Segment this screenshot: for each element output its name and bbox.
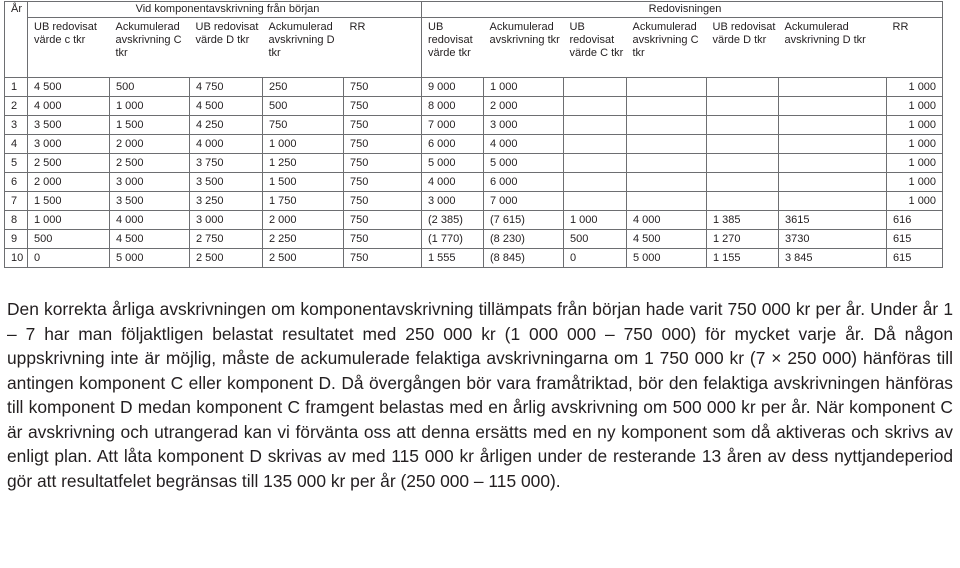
table-row [5,249,943,268]
table-cell [627,78,707,97]
table-cell: 4 750 [190,78,263,97]
column-header: UB redovisat värde D tkr [707,18,779,78]
table-cell: 3615 [779,211,887,230]
table-cell: (7 615) [484,211,564,230]
table-cell: 4 000 [484,135,564,154]
column-header: UB redovisat värde C tkr [564,18,627,78]
table-cell [627,192,707,211]
table-cell: 3 750 [190,154,263,173]
table-cell [707,135,779,154]
table-cell: 3 000 [190,211,263,230]
table-row [5,135,943,154]
table-cell: 1 500 [28,192,110,211]
table-cell: 3 000 [422,192,484,211]
year-cell: 6 [5,173,28,192]
table-cell: 1 750 [263,192,344,211]
group-header-row [5,2,943,18]
table-cell: 1 385 [707,211,779,230]
table-row [5,78,943,97]
year-cell: 1 [5,78,28,97]
table-cell: 500 [564,230,627,249]
column-header: UB redovisat värde D tkr [190,18,263,78]
table-cell [707,78,779,97]
year-cell: 2 [5,97,28,116]
table-cell [707,173,779,192]
restated-accounting-header: Redovisningen [422,2,943,18]
table-cell: 500 [263,97,344,116]
table-cell: 4 000 [627,211,707,230]
table-cell [707,154,779,173]
table-cell: 1 270 [707,230,779,249]
table-cell: 250 [263,78,344,97]
table-row [5,97,943,116]
table-cell: 1 000 [28,211,110,230]
year-cell: 9 [5,230,28,249]
column-header: Ackumulerad avskrivning C tkr [110,18,190,78]
table-cell: 6 000 [422,135,484,154]
table-cell: 750 [344,192,422,211]
table-cell: 2 750 [190,230,263,249]
table-cell: 750 [263,116,344,135]
year-header: År [5,2,28,78]
table-cell: 750 [344,230,422,249]
table-cell: 3 000 [484,116,564,135]
table-cell [627,116,707,135]
table-cell: 5 000 [422,154,484,173]
table-cell [627,97,707,116]
table-cell [564,192,627,211]
table-cell: 2 000 [28,173,110,192]
table-cell: 750 [344,249,422,268]
year-cell: 5 [5,154,28,173]
table-cell [564,154,627,173]
sub-header-row [5,18,943,78]
column-header: Ackumulerad avskrivning C tkr [627,18,707,78]
table-cell: 1 500 [263,173,344,192]
column-header: Ackumulerad avskrivning tkr [484,18,564,78]
table-cell [627,135,707,154]
table-cell [564,97,627,116]
table-cell: 750 [344,78,422,97]
table-body [5,78,943,268]
table-cell: 2 000 [110,135,190,154]
table-cell: 616 [887,211,943,230]
table-cell: 3 000 [110,173,190,192]
table-cell: 1 155 [707,249,779,268]
table-cell: 1 000 [887,154,943,173]
table-cell [627,173,707,192]
table-cell: 1 250 [263,154,344,173]
table-row [5,230,943,249]
table-row [5,154,943,173]
table-cell: 4 500 [627,230,707,249]
table-cell: 1 500 [110,116,190,135]
table-cell: 2 000 [484,97,564,116]
table-cell [779,173,887,192]
table-cell: 750 [344,154,422,173]
table-row [5,173,943,192]
table-cell [779,78,887,97]
table-cell: 0 [28,249,110,268]
column-header: UB redovisat värde c tkr [28,18,110,78]
column-header: UB redovisat värde tkr [422,18,484,78]
table-cell [707,116,779,135]
table-cell: 1 000 [887,116,943,135]
table-cell [779,192,887,211]
table-cell: 4 500 [190,97,263,116]
table-cell: 2 500 [110,154,190,173]
table-cell: 615 [887,230,943,249]
table-cell: 2 000 [263,211,344,230]
table-cell: 500 [28,230,110,249]
table-cell: 750 [344,116,422,135]
table-cell: 3 500 [110,192,190,211]
table-cell [779,116,887,135]
table-cell: 1 000 [887,97,943,116]
table-cell: 4 250 [190,116,263,135]
depreciation-table [4,1,943,268]
column-header: RR [344,18,422,78]
table-cell [627,154,707,173]
table-cell: (8 845) [484,249,564,268]
table-cell [779,135,887,154]
table-cell: 4 000 [110,211,190,230]
table-cell [564,135,627,154]
table-row [5,211,943,230]
table-cell: (8 230) [484,230,564,249]
table-cell [707,97,779,116]
column-header: RR [887,18,943,78]
table-cell: 4 500 [28,78,110,97]
year-cell: 4 [5,135,28,154]
table-cell: 7 000 [484,192,564,211]
table-cell: 750 [344,211,422,230]
table-cell: 750 [344,97,422,116]
table-cell: 3730 [779,230,887,249]
table-cell [779,154,887,173]
table-cell: 500 [110,78,190,97]
table-cell: 1 000 [887,173,943,192]
depreciation-table-container [4,1,942,268]
table-cell: 750 [344,135,422,154]
table-cell: 7 000 [422,116,484,135]
table-cell: 5 000 [627,249,707,268]
table-cell: 3 500 [190,173,263,192]
table-row [5,192,943,211]
table-cell: 1 000 [263,135,344,154]
table-cell: 1 000 [484,78,564,97]
table-cell: 5 000 [484,154,564,173]
table-cell: 5 000 [110,249,190,268]
table-cell: 0 [564,249,627,268]
table-cell [564,173,627,192]
table-cell [564,78,627,97]
table-cell: 4 500 [110,230,190,249]
table-row [5,116,943,135]
table-cell: 1 000 [887,78,943,97]
table-cell: 3 845 [779,249,887,268]
table-cell: 2 250 [263,230,344,249]
table-cell: 8 000 [422,97,484,116]
column-header: Ackumulerad avskrivning D tkr [779,18,887,78]
table-cell: 4 000 [190,135,263,154]
table-cell [779,97,887,116]
table-cell: 2 500 [190,249,263,268]
table-cell: (1 770) [422,230,484,249]
column-header: Ackumulerad avskrivning D tkr [263,18,344,78]
table-cell: 750 [344,173,422,192]
year-cell: 8 [5,211,28,230]
table-cell [564,116,627,135]
table-cell: 1 000 [110,97,190,116]
table-cell: 9 000 [422,78,484,97]
table-cell: 3 000 [28,135,110,154]
table-cell: 4 000 [28,97,110,116]
table-cell: 3 250 [190,192,263,211]
table-cell: 6 000 [484,173,564,192]
table-cell: 3 500 [28,116,110,135]
table-cell: (2 385) [422,211,484,230]
initial-component-header: Vid komponentavskrivning från början [28,2,422,18]
table-cell: 1 000 [564,211,627,230]
year-cell: 10 [5,249,28,268]
explanation-paragraph: Den korrekta årliga avskrivningen om komponentavskrivning tillämpats från början hade varit 750 000 kr per år. Under år 1 – 7 har man följaktligen belastat resultatet med 250 000 kr (1 000 000 – 750 000) för mycket varje år. Då någon uppskrivning inte är möjlig, måste de ackumulerade felaktiga avskrivningarna om 1 750 000 kr (7 × 250 000) hänföras till antingen komponent C eller komponent D. Då övergången bör vara framåtriktad, bör den felaktiga avskrivningen hänföras till komponent D medan komponent C framgent belastas med en årlig avskrivning om 500 000 kr per år. När komponent C är avskrivning och utrangerad kan vi förvänta oss att denna ersätts med en ny komponent som då aktiveras och skrivs av enligt plan. Att låta komponent D skrivas av med 115 000 kr årligen under de resterande 13 åren av dess nyttjandeperiod gör att resultatfelet begränsas till 135 000 kr per år (250 000 – 115 000). [7,299,953,491]
year-cell: 3 [5,116,28,135]
table-cell: 1 000 [887,192,943,211]
table-cell: 4 000 [422,173,484,192]
table-cell: 2 500 [28,154,110,173]
table-cell: 1 000 [887,135,943,154]
table-cell: 615 [887,249,943,268]
year-cell: 7 [5,192,28,211]
table-cell: 1 555 [422,249,484,268]
table-cell [707,192,779,211]
table-cell: 2 500 [263,249,344,268]
